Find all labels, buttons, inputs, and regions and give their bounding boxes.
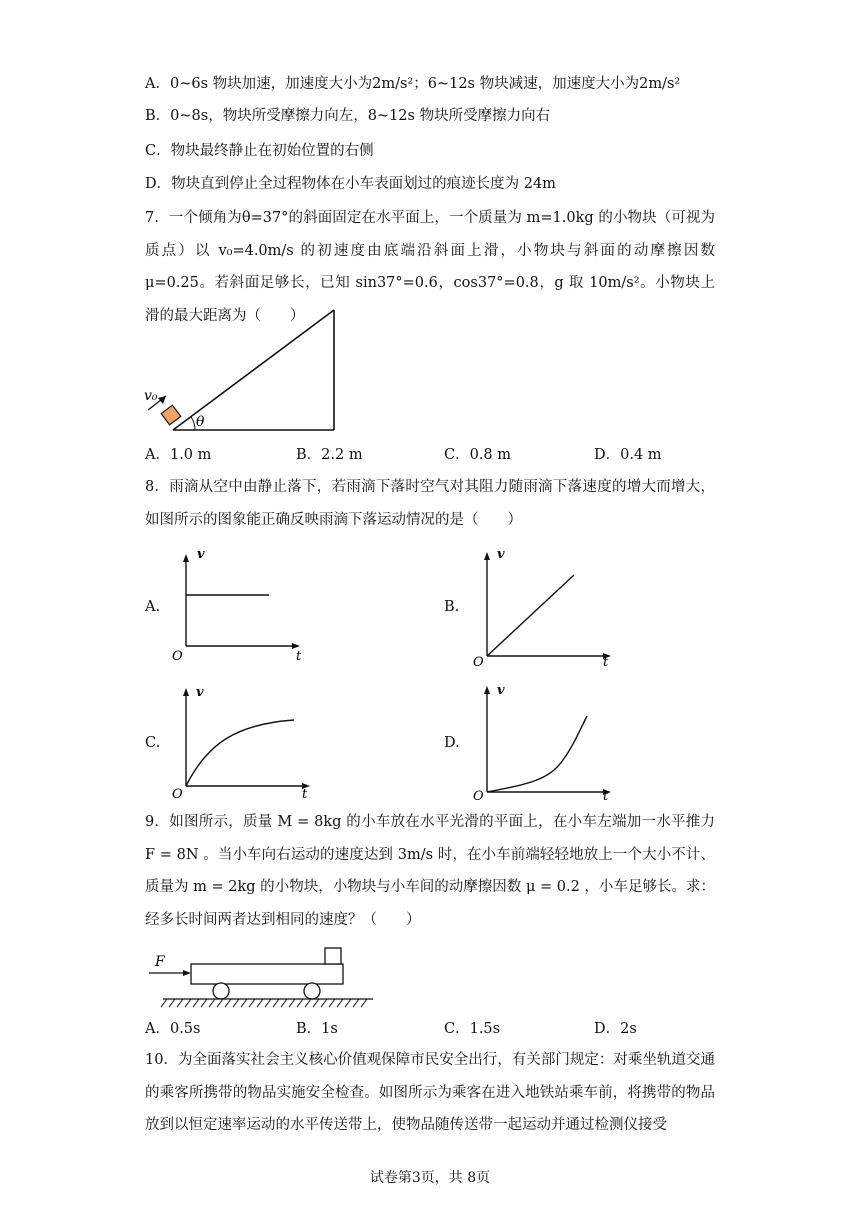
svg-text:O: O (473, 789, 484, 802)
small-block (325, 948, 341, 964)
svg-text:t: t (603, 789, 609, 802)
page-footer: 试卷第3页，共 8页 (369, 1170, 491, 1186)
wheel-right (304, 983, 320, 999)
svg-text:O: O (172, 787, 183, 802)
svg-text:v: v (497, 683, 505, 698)
q8-label-c: C. (145, 735, 161, 751)
q7-incline-figure (140, 300, 350, 435)
svg-text:t: t (603, 655, 609, 666)
q7-option-b: B．2.2 m (296, 447, 363, 463)
v0-arrowhead (158, 396, 166, 404)
svg-text:v: v (196, 685, 204, 700)
incline-slope (173, 310, 334, 430)
graph-b-curve (487, 575, 574, 656)
q6-option-c: C．物块最终静止在初始位置的右侧 (145, 143, 374, 159)
v0-label: v₀ (144, 388, 158, 404)
q9-stem: 9．如图所示，质量 M = 8kg 的小车放在水平光滑的平面上，在小车左端加一水平推力 F = 8N 。当小车向右运动的速度达到 3m/s 时，在小车前端轻轻地放上一个大小不计、质量为 m = 2kg 的小物块，小物块与小车间的动摩擦因数 μ = 0.2 ，小车足够长。求：经多长时间两者达到相同的速度？（ ） (145, 814, 715, 928)
q7-stem: 7．一个倾角为θ=37°的斜面固定在水平面上，一个质量为 m=1.0kg 的小物块（可视为质点）以 v₀=4.0m/s 的初速度由底端沿斜面上滑，小物块与斜面的动摩擦因数μ=0.25。若斜面足够长，已知 sin37°=0.6，cos37°=0.8，g 取 10m/s²。小物块上滑的最大距离为（ ） (145, 210, 715, 324)
q7-option-a: A．1.0 m (145, 447, 212, 463)
graph-d-curve (487, 716, 587, 792)
force-label: F (155, 954, 165, 970)
wheel-left (213, 983, 229, 999)
q8-label-b: B. (444, 599, 460, 615)
q9-option-b: B．1s (296, 1021, 338, 1037)
ground-hatch (161, 999, 367, 1007)
svg-text:O: O (172, 649, 183, 664)
q9-option-c: C．1.5s (444, 1021, 501, 1037)
q8-graph-d (469, 680, 619, 802)
theta-label: θ (196, 414, 205, 430)
graph-c-curve (186, 720, 294, 786)
theta-arc (191, 417, 195, 430)
q7-option-d: D．0.4 m (594, 447, 662, 463)
svg-text:t: t (296, 649, 302, 664)
q6-option-a: A．0~6s 物块加速，加速度大小为2m/s²；6~12s 物块减速，加速度大小为2m/s² (145, 76, 681, 92)
q6-option-b: B．0~8s，物块所受摩擦力向左，8~12s 物块所受摩擦力向右 (145, 108, 551, 124)
svg-text:t: t (302, 787, 308, 802)
svg-text:v: v (197, 547, 205, 562)
q8-label-a: A. (145, 599, 161, 615)
q8-stem: 8．雨滴从空中由静止落下，若雨滴下落时空气对其阻力随雨滴下落速度的增大而增大，如图所示的图象能正确反映雨滴下落运动情况的是（ ） (145, 479, 715, 528)
svg-text:O: O (473, 655, 484, 666)
cart-body (191, 964, 343, 984)
q9-option-d: D．2s (594, 1021, 637, 1037)
q9-cart-figure (145, 940, 380, 1012)
block (161, 405, 181, 425)
q8-graph-c (168, 682, 318, 802)
q8-graph-a (168, 546, 308, 664)
svg-text:v: v (497, 547, 505, 562)
q10-stem: 10．为全面落实社会主义核心价值观保障市民安全出行，有关部门规定：对乘坐轨道交通的乘客所携带的物品实施安全检查。如图所示为乘客在进入地铁站乘车前，将携带的物品放到以恒定速率运动的水平传送带上，使物品随传送带一起运动并通过检测仪接受 (145, 1052, 715, 1133)
q9-option-a: A．0.5s (145, 1021, 201, 1037)
q8-label-d: D. (444, 735, 460, 751)
q8-graph-b (469, 546, 619, 666)
q6-option-d: D．物块直到停止全过程物体在小车表面划过的痕迹长度为 24m (145, 176, 556, 192)
q7-option-c: C．0.8 m (444, 447, 512, 463)
